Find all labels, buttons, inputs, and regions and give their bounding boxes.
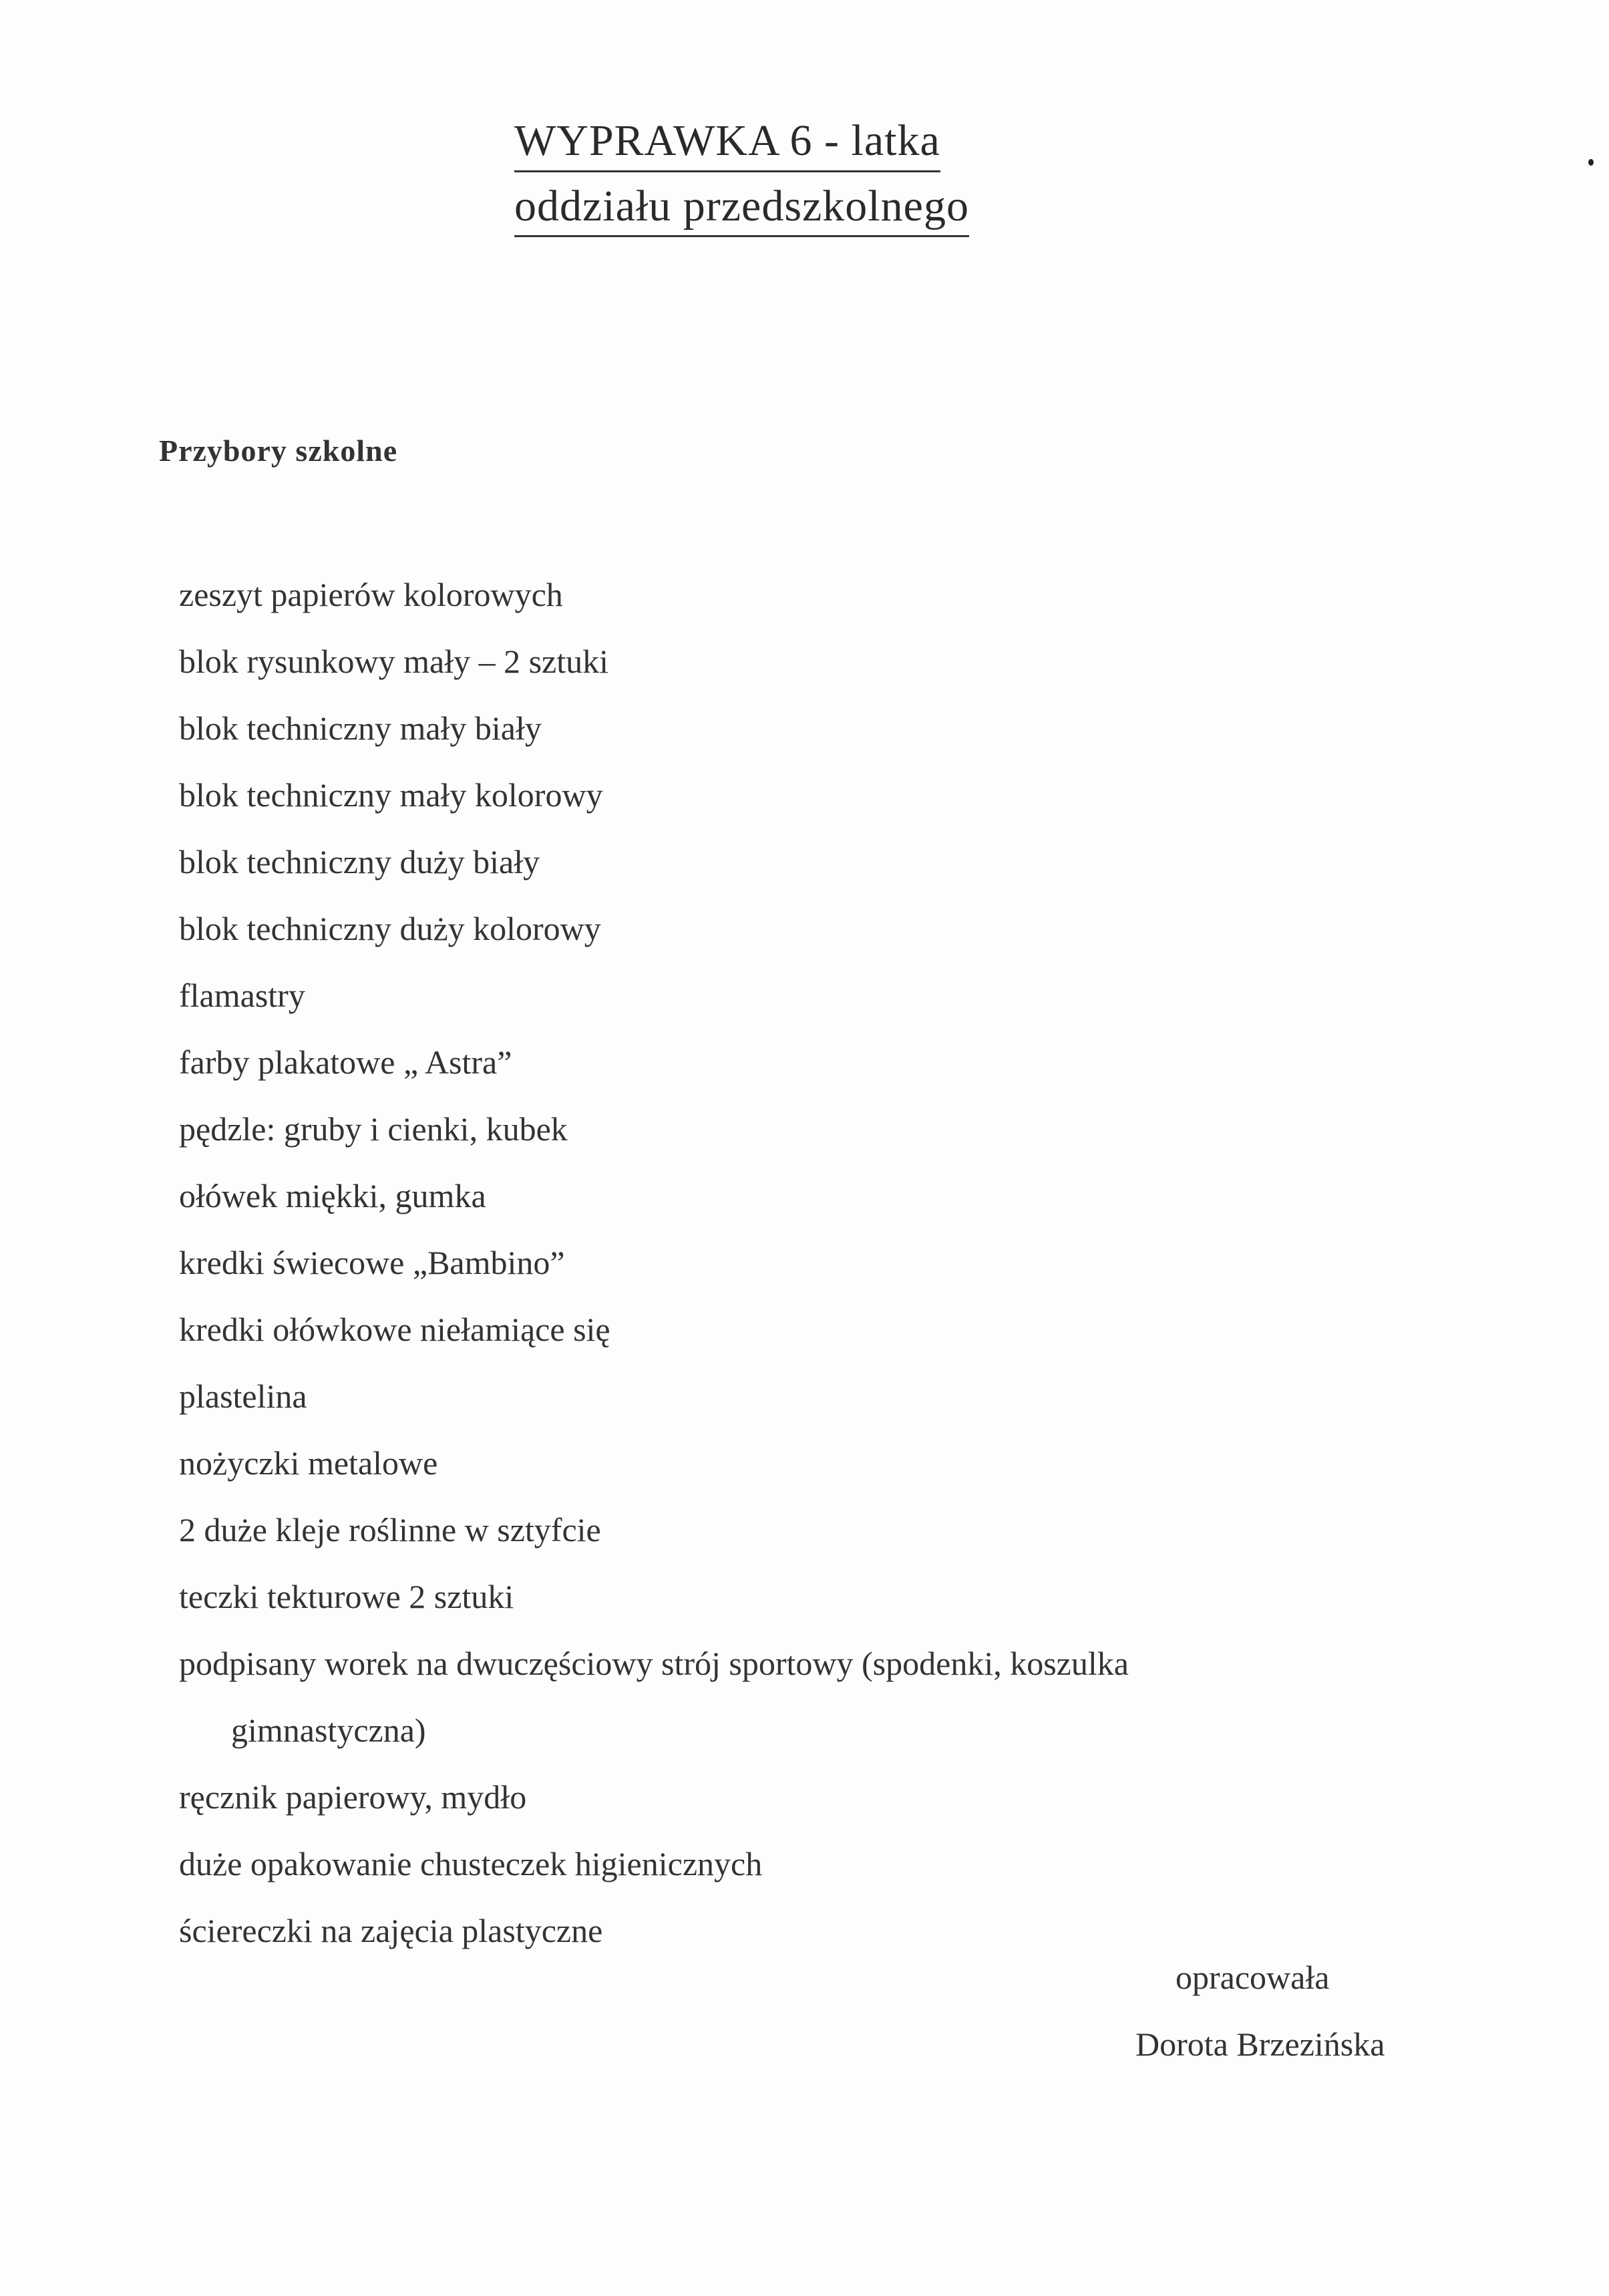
title-line-2: oddziału przedszkolnego (514, 179, 969, 238)
list-item: blok techniczny mały biały (179, 709, 542, 747)
list-item: ręcznik papierowy, mydło (179, 1778, 527, 1816)
list-item: ołówek miękki, gumka (179, 1177, 486, 1214)
list-item: pędzle: gruby i cienki, kubek (179, 1110, 568, 1148)
list-item: podpisany worek na dwuczęściowy strój sportowy (spodenki, koszulka (179, 1645, 1129, 1682)
list-item: plastelina (179, 1377, 307, 1415)
list-item: kredki świecowe „Bambino” (179, 1244, 565, 1281)
list-item: blok rysunkowy mały – 2 sztuki (179, 643, 609, 680)
signature-name: Dorota Brzezińska (1135, 2025, 1385, 2063)
section-heading: Przybory szkolne (159, 434, 398, 468)
list-item: farby plakatowe „ Astra” (179, 1043, 512, 1081)
list-item: kredki ołówkowe niełamiące się (179, 1311, 610, 1348)
scan-speck (1588, 159, 1594, 166)
list-item-continuation: gimnastyczna) (231, 1711, 426, 1749)
list-item: blok techniczny duży kolorowy (179, 910, 601, 947)
supply-list (179, 561, 1448, 1964)
title-line-1: WYPRAWKA 6 - latka (514, 114, 940, 172)
list-item: blok techniczny mały kolorowy (179, 776, 603, 814)
list-item: ściereczki na zajęcia plastyczne (179, 1912, 603, 1949)
signature-role: opracowała (1176, 1959, 1330, 1996)
signature-block (1135, 1944, 1385, 2078)
list-item: blok techniczny duży biały (179, 843, 540, 880)
list-item: zeszyt papierów kolorowych (179, 576, 563, 613)
list-item: 2 duże kleje roślinne w sztyfcie (179, 1511, 601, 1548)
list-item: teczki tekturowe 2 sztuki (179, 1578, 514, 1615)
list-item: flamastry (179, 977, 305, 1014)
document-title (514, 114, 1115, 237)
list-item: duże opakowanie chusteczek higienicznych (179, 1845, 763, 1882)
list-item: nożyczki metalowe (179, 1444, 438, 1482)
